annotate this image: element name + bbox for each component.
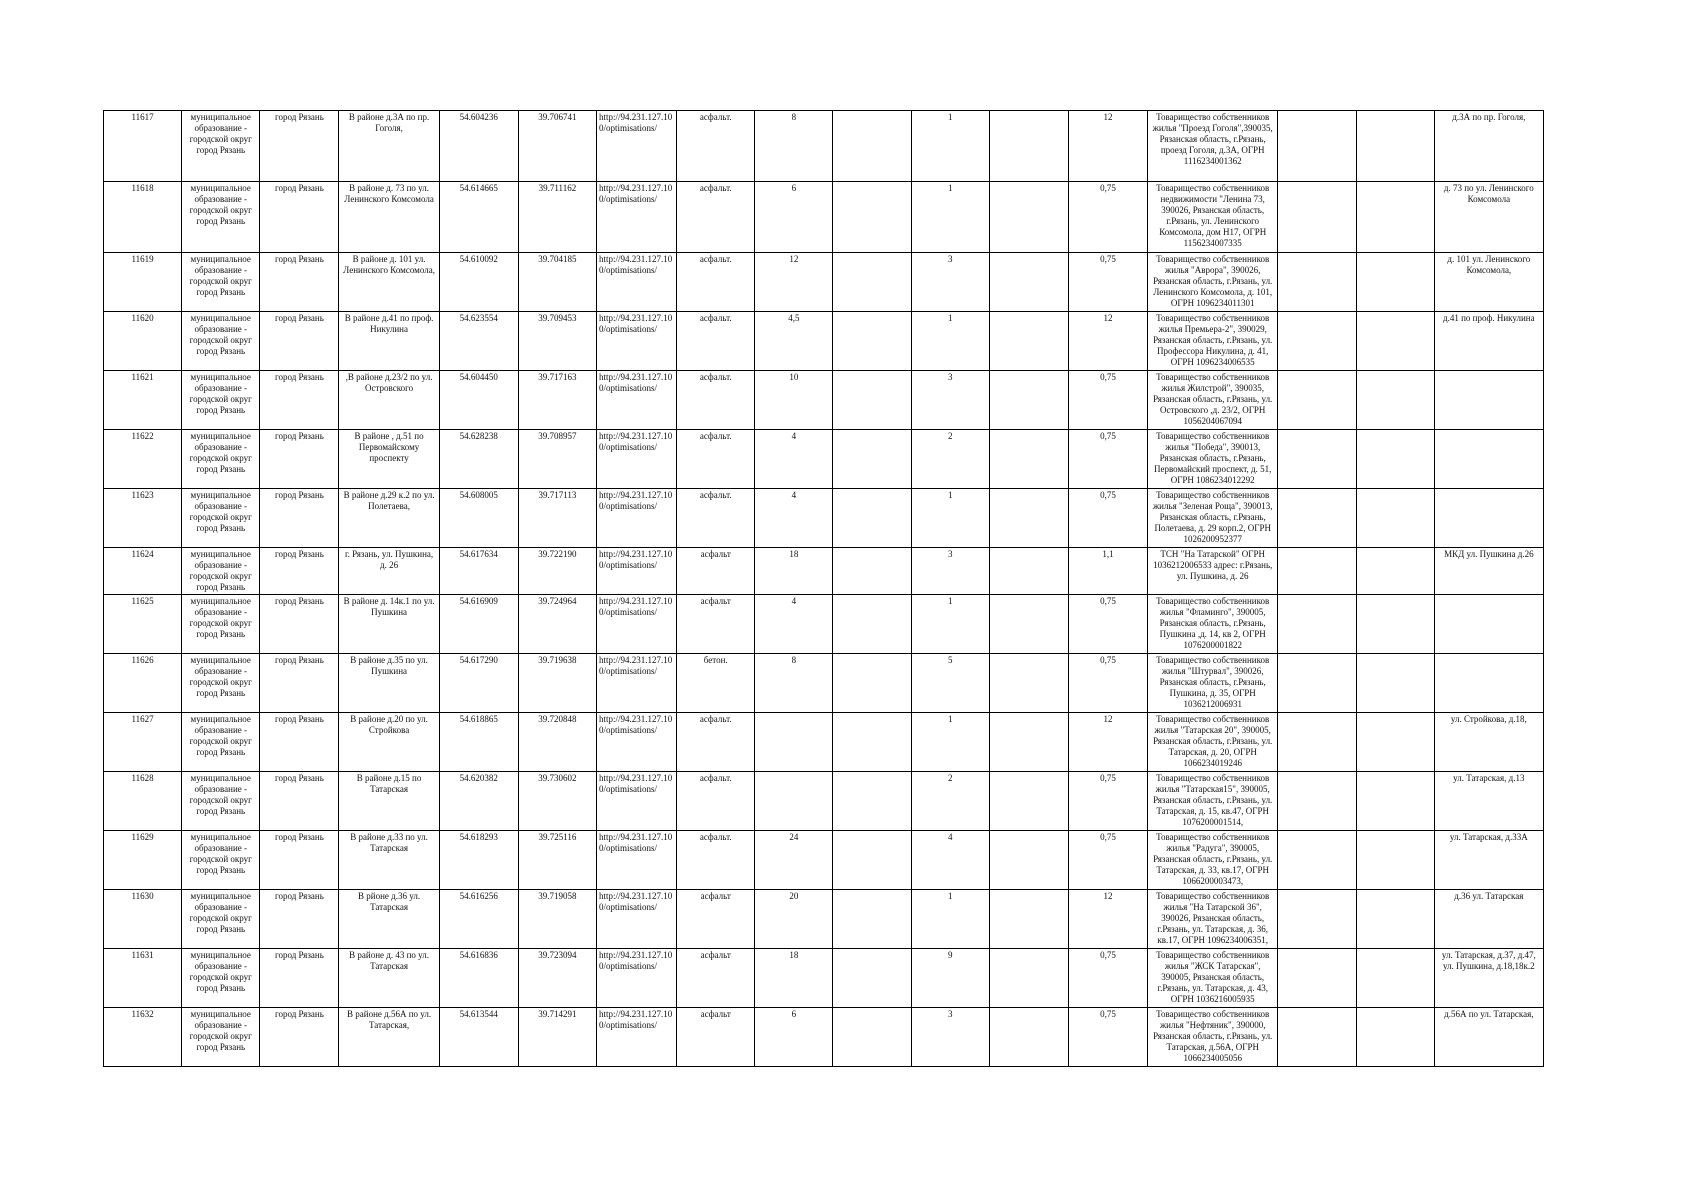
location-cell: В районе д.35 по ул. Пушкина [339, 654, 439, 713]
map-link-cell[interactable]: http://94.231.127.100/optimisations/ [596, 595, 676, 654]
table-row [104, 253, 1544, 312]
map-link-cell[interactable]: http://94.231.127.100/optimisations/ [596, 489, 676, 548]
map-link-cell[interactable]: http://94.231.127.100/optimisations/ [596, 312, 676, 371]
city-cell: город Рязань [260, 595, 339, 654]
city-cell: город Рязань [260, 949, 339, 1008]
container-count-cell: 4 [911, 831, 989, 890]
owner-cell: Товарищество собственников жилья "Радуга", 390005, Рязанская область, г.Рязань, ул. Татарская, д. 33, кв.17, ОГРН 1066200003473, [1148, 831, 1278, 890]
container-volume-cell: 0,75 [1068, 1008, 1147, 1067]
map-link-cell[interactable]: http://94.231.127.100/optimisations/ [596, 111, 676, 182]
container-count-cell: 1 [911, 111, 989, 182]
table-row [104, 654, 1544, 713]
empty-cell [833, 949, 911, 1008]
municipality-cell: муниципальное образование - городской округ город Рязань [182, 949, 260, 1008]
empty-cell [1356, 949, 1434, 1008]
empty-cell [989, 111, 1068, 182]
municipality-cell: муниципальное образование - городской округ город Рязань [182, 182, 260, 253]
city-cell: город Рязань [260, 654, 339, 713]
waste-source-cell: ул. Татарская, д.33А [1434, 831, 1543, 890]
latitude-cell: 54.616909 [439, 595, 518, 654]
empty-cell [1356, 111, 1434, 182]
area-cell: 4 [755, 489, 833, 548]
empty-cell [1356, 1008, 1434, 1067]
area-cell: 4 [755, 430, 833, 489]
container-count-cell: 3 [911, 1008, 989, 1067]
map-link-cell[interactable]: http://94.231.127.100/optimisations/ [596, 371, 676, 430]
municipality-cell: муниципальное образование - городской округ город Рязань [182, 831, 260, 890]
surface-cell: асфальт. [677, 111, 755, 182]
empty-cell [1278, 371, 1356, 430]
area-cell: 4,5 [755, 312, 833, 371]
empty-cell [833, 772, 911, 831]
longitude-cell: 39.720848 [518, 713, 596, 772]
owner-cell: Товарищество собственников жилья "Нефтяник", 390000, Рязанская область, г.Рязань, ул. Татарская, д.56А, ОГРН 1066234005056 [1148, 1008, 1278, 1067]
empty-cell [1278, 1008, 1356, 1067]
container-count-cell: 5 [911, 654, 989, 713]
municipality-cell: муниципальное образование - городской округ город Рязань [182, 312, 260, 371]
location-cell: В районе д.3А по пр. Гоголя, [339, 111, 439, 182]
container-volume-cell: 12 [1068, 713, 1147, 772]
empty-cell [1356, 253, 1434, 312]
row-number-cell: 11630 [104, 890, 182, 949]
surface-cell: асфальт. [677, 713, 755, 772]
area-cell [755, 772, 833, 831]
municipality-cell: муниципальное образование - городской округ город Рязань [182, 595, 260, 654]
longitude-cell: 39.723094 [518, 949, 596, 1008]
waste-source-cell: д.56А по ул. Татарская, [1434, 1008, 1543, 1067]
city-cell: город Рязань [260, 713, 339, 772]
location-cell: В районе д.56А по ул. Татарская, [339, 1008, 439, 1067]
waste-source-cell: ул. Татарская, д.13 [1434, 772, 1543, 831]
table-row [104, 772, 1544, 831]
container-volume-cell: 0,75 [1068, 772, 1147, 831]
empty-cell [1278, 253, 1356, 312]
empty-cell [1278, 890, 1356, 949]
table-row [104, 371, 1544, 430]
map-link-cell[interactable]: http://94.231.127.100/optimisations/ [596, 430, 676, 489]
location-cell: В районе д. 73 по ул. Ленинского Комсомола [339, 182, 439, 253]
empty-cell [1278, 111, 1356, 182]
municipality-cell: муниципальное образование - городской округ город Рязань [182, 772, 260, 831]
owner-cell: Товарищество собственников жилья "Аврора", 390026, Рязанская область, г.Рязань, ул. Ленинского Комсомола, д. 101, ОГРН 1096234011301 [1148, 253, 1278, 312]
table-row [104, 1008, 1544, 1067]
empty-cell [989, 312, 1068, 371]
container-volume-cell: 12 [1068, 111, 1147, 182]
table-row [104, 890, 1544, 949]
longitude-cell: 39.717163 [518, 371, 596, 430]
container-count-cell: 2 [911, 772, 989, 831]
container-count-cell: 3 [911, 253, 989, 312]
empty-cell [833, 831, 911, 890]
empty-cell [833, 371, 911, 430]
row-number-cell: 11620 [104, 312, 182, 371]
row-number-cell: 11631 [104, 949, 182, 1008]
area-cell: 10 [755, 371, 833, 430]
row-number-cell: 11623 [104, 489, 182, 548]
table-row [104, 595, 1544, 654]
table-row [104, 182, 1544, 253]
area-cell: 6 [755, 1008, 833, 1067]
municipality-cell: муниципальное образование - городской округ город Рязань [182, 1008, 260, 1067]
area-cell: 18 [755, 548, 833, 595]
longitude-cell: 39.717113 [518, 489, 596, 548]
area-cell: 18 [755, 949, 833, 1008]
empty-cell [1356, 654, 1434, 713]
empty-cell [989, 253, 1068, 312]
surface-cell: асфальт. [677, 253, 755, 312]
empty-cell [989, 831, 1068, 890]
city-cell: город Рязань [260, 772, 339, 831]
surface-cell: асфальт [677, 595, 755, 654]
location-cell: г. Рязань, ул. Пушкина, д. 26 [339, 548, 439, 595]
waste-source-cell: ул. Татарская, д.37, д.47, ул. Пушкина, д.18,18к.2 [1434, 949, 1543, 1008]
owner-cell: Товарищество собственников жилья "На Татарской 36", 390026, Рязанская область, г.Рязань, ул. Татарская, д. 36, кв.17, ОГРН 1096234006351, [1148, 890, 1278, 949]
container-count-cell: 1 [911, 890, 989, 949]
empty-cell [833, 548, 911, 595]
table-row [104, 312, 1544, 371]
container-count-cell: 1 [911, 489, 989, 548]
municipality-cell: муниципальное образование - городской округ город Рязань [182, 430, 260, 489]
city-cell: город Рязань [260, 312, 339, 371]
empty-cell [1356, 890, 1434, 949]
latitude-cell: 54.618865 [439, 713, 518, 772]
row-number-cell: 11624 [104, 548, 182, 595]
empty-cell [833, 595, 911, 654]
location-cell: В районе д.29 к.2 по ул. Полетаева, [339, 489, 439, 548]
city-cell: город Рязань [260, 1008, 339, 1067]
empty-cell [989, 713, 1068, 772]
empty-cell [1278, 312, 1356, 371]
surface-cell: асфальт [677, 890, 755, 949]
empty-cell [1356, 548, 1434, 595]
owner-cell: ТСН "На Татарской" ОГРН 1036212006533 адрес: г.Рязань, ул. Пушкина, д. 26 [1148, 548, 1278, 595]
city-cell: город Рязань [260, 831, 339, 890]
waste-source-cell [1434, 595, 1543, 654]
map-link-cell[interactable]: http://94.231.127.100/optimisations/ [596, 772, 676, 831]
empty-cell [989, 430, 1068, 489]
empty-cell [833, 430, 911, 489]
table-row [104, 949, 1544, 1008]
surface-cell: асфальт. [677, 430, 755, 489]
container-volume-cell: 0,75 [1068, 182, 1147, 253]
owner-cell: Товарищество собственников жилья "Татарская 20", 390005, Рязанская область, г.Рязань, ул. Татарская, д. 20, ОГРН 1066234019246 [1148, 713, 1278, 772]
area-cell: 12 [755, 253, 833, 312]
longitude-cell: 39.714291 [518, 1008, 596, 1067]
empty-cell [833, 1008, 911, 1067]
empty-cell [1278, 713, 1356, 772]
empty-cell [989, 182, 1068, 253]
municipality-cell: муниципальное образование - городской округ город Рязань [182, 111, 260, 182]
location-cell: В районе д.20 по ул. Стройкова [339, 713, 439, 772]
empty-cell [989, 654, 1068, 713]
row-number-cell: 11628 [104, 772, 182, 831]
latitude-cell: 54.610092 [439, 253, 518, 312]
municipality-cell: муниципальное образование - городской округ город Рязань [182, 253, 260, 312]
waste-source-cell: МКД ул. Пушкина д.26 [1434, 548, 1543, 595]
row-number-cell: 11617 [104, 111, 182, 182]
longitude-cell: 39.706741 [518, 111, 596, 182]
container-count-cell: 1 [911, 312, 989, 371]
registry-table-body [104, 111, 1544, 1067]
map-link-cell[interactable]: http://94.231.127.100/optimisations/ [596, 831, 676, 890]
container-count-cell: 1 [911, 182, 989, 253]
empty-cell [833, 713, 911, 772]
table-row [104, 831, 1544, 890]
row-number-cell: 11619 [104, 253, 182, 312]
row-number-cell: 11625 [104, 595, 182, 654]
empty-cell [833, 182, 911, 253]
container-volume-cell: 0,75 [1068, 371, 1147, 430]
empty-cell [833, 312, 911, 371]
empty-cell [1278, 489, 1356, 548]
table-row [104, 548, 1544, 595]
surface-cell: асфальт. [677, 772, 755, 831]
row-number-cell: 11621 [104, 371, 182, 430]
map-link-cell[interactable]: http://94.231.127.100/optimisations/ [596, 713, 676, 772]
area-cell: 4 [755, 595, 833, 654]
empty-cell [833, 654, 911, 713]
latitude-cell: 54.613544 [439, 1008, 518, 1067]
location-cell: В районе д. 14к.1 по ул. Пушкина [339, 595, 439, 654]
table-row [104, 489, 1544, 548]
empty-cell [989, 371, 1068, 430]
municipality-cell: муниципальное образование - городской округ город Рязань [182, 890, 260, 949]
waste-source-cell: д.36 ул. Татарская [1434, 890, 1543, 949]
city-cell: город Рязань [260, 890, 339, 949]
waste-source-cell: д. 101 ул. Ленинского Комсомола, [1434, 253, 1543, 312]
map-link-cell[interactable]: http://94.231.127.100/optimisations/ [596, 253, 676, 312]
owner-cell: Товарищество собственников жилья "Проезд Гоголя",390035, Рязанская область, г.Рязань, проезд Гоголя, д.3А, ОГРН 1116234001362 [1148, 111, 1278, 182]
container-count-cell: 1 [911, 713, 989, 772]
owner-cell: Товарищество собственников жилья "Победа", 390013, Рязанская область, г.Рязань, Первомайский проспект, д. 51, ОГРН 1086234012292 [1148, 430, 1278, 489]
longitude-cell: 39.722190 [518, 548, 596, 595]
owner-cell: Товарищество собственников жилья "Фламинго", 390005, Рязанская область, г.Рязань, Пушкина ,д. 14, кв 2, ОГРН 1076200001822 [1148, 595, 1278, 654]
container-volume-cell: 12 [1068, 890, 1147, 949]
table-row [104, 430, 1544, 489]
longitude-cell: 39.709453 [518, 312, 596, 371]
table-row [104, 111, 1544, 182]
empty-cell [1278, 772, 1356, 831]
surface-cell: бетон. [677, 654, 755, 713]
latitude-cell: 54.628238 [439, 430, 518, 489]
location-cell: В рйоне д.36 ул. Татарская [339, 890, 439, 949]
waste-source-cell: ул. Стройкова, д.18, [1434, 713, 1543, 772]
container-count-cell: 1 [911, 595, 989, 654]
longitude-cell: 39.719058 [518, 890, 596, 949]
empty-cell [1278, 949, 1356, 1008]
table-row [104, 713, 1544, 772]
empty-cell [833, 111, 911, 182]
owner-cell: Товарищество собственников жилья Премьера-2", 390029, Рязанская область, г.Рязань, ул. Профессора Никулина, д. 41, ОГРН 1096234006535 [1148, 312, 1278, 371]
empty-cell [833, 253, 911, 312]
city-cell: город Рязань [260, 489, 339, 548]
latitude-cell: 54.614665 [439, 182, 518, 253]
container-volume-cell: 0,75 [1068, 253, 1147, 312]
empty-cell [1278, 595, 1356, 654]
container-volume-cell: 0,75 [1068, 430, 1147, 489]
municipality-cell: муниципальное образование - городской округ город Рязань [182, 489, 260, 548]
location-cell: В районе д. 101 ул. Ленинского Комсомола, [339, 253, 439, 312]
latitude-cell: 54.604450 [439, 371, 518, 430]
container-count-cell: 3 [911, 548, 989, 595]
surface-cell: асфальт. [677, 489, 755, 548]
area-cell: 8 [755, 111, 833, 182]
row-number-cell: 11626 [104, 654, 182, 713]
waste-source-cell: д.41 по проф. Никулина [1434, 312, 1543, 371]
owner-cell: Товарищество собственников недвижимости "Ленина 73, 390026, Рязанская область, г.Рязань, ул. Ленинского Комсомола, дом Н17, ОГРН 1156234007335 [1148, 182, 1278, 253]
empty-cell [833, 890, 911, 949]
owner-cell: Товарищество собственников жилья "Зеленая Роща", 390013, Рязанская область, г.Рязань, Полетаева, д. 29 корп.2, ОГРН 1026200952377 [1148, 489, 1278, 548]
area-cell [755, 713, 833, 772]
container-volume-cell: 0,75 [1068, 949, 1147, 1008]
map-link-cell[interactable]: http://94.231.127.100/optimisations/ [596, 1008, 676, 1067]
latitude-cell: 54.617634 [439, 548, 518, 595]
longitude-cell: 39.708957 [518, 430, 596, 489]
empty-cell [1356, 489, 1434, 548]
longitude-cell: 39.719638 [518, 654, 596, 713]
empty-cell [1278, 182, 1356, 253]
surface-cell: асфальт. [677, 371, 755, 430]
municipality-cell: муниципальное образование - городской округ город Рязань [182, 713, 260, 772]
empty-cell [1278, 430, 1356, 489]
empty-cell [989, 489, 1068, 548]
owner-cell: Товарищество собственников жилья Жилстрой", 390035, Рязанская область, г.Рязань, ул. Островского ,д. 23/2, ОГРН 1056204067094 [1148, 371, 1278, 430]
latitude-cell: 54.623554 [439, 312, 518, 371]
location-cell: В районе , д.51 по Первомайскому проспекту [339, 430, 439, 489]
latitude-cell: 54.618293 [439, 831, 518, 890]
empty-cell [1356, 772, 1434, 831]
longitude-cell: 39.711162 [518, 182, 596, 253]
registry-table [103, 110, 1544, 1067]
owner-cell: Товарищество собственников жилья "Штурвал", 390026, Рязанская область, г.Рязань, Пушкина, д. 35, ОГРН 1036212006931 [1148, 654, 1278, 713]
latitude-cell: 54.608005 [439, 489, 518, 548]
empty-cell [989, 1008, 1068, 1067]
empty-cell [1356, 713, 1434, 772]
location-cell: В районе д.33 по ул. Татарская [339, 831, 439, 890]
city-cell: город Рязань [260, 253, 339, 312]
row-number-cell: 11632 [104, 1008, 182, 1067]
empty-cell [1356, 182, 1434, 253]
waste-source-cell: д.3А по пр. Гоголя, [1434, 111, 1543, 182]
city-cell: город Рязань [260, 430, 339, 489]
container-count-cell: 3 [911, 371, 989, 430]
empty-cell [989, 949, 1068, 1008]
location-cell: В районе д. 43 по ул. Татарская [339, 949, 439, 1008]
surface-cell: асфальт [677, 949, 755, 1008]
longitude-cell: 39.704185 [518, 253, 596, 312]
surface-cell: асфальт. [677, 831, 755, 890]
location-cell: ,В районе д.23/2 по ул. Островского [339, 371, 439, 430]
row-number-cell: 11622 [104, 430, 182, 489]
empty-cell [1356, 595, 1434, 654]
area-cell: 8 [755, 654, 833, 713]
empty-cell [1356, 312, 1434, 371]
map-link-cell[interactable]: http://94.231.127.100/optimisations/ [596, 548, 676, 595]
municipality-cell: муниципальное образование - городской округ город Рязань [182, 548, 260, 595]
waste-source-cell [1434, 430, 1543, 489]
latitude-cell: 54.616836 [439, 949, 518, 1008]
city-cell: город Рязань [260, 548, 339, 595]
empty-cell [1356, 371, 1434, 430]
map-link-cell[interactable]: http://94.231.127.100/optimisations/ [596, 890, 676, 949]
map-link-cell[interactable]: http://94.231.127.100/optimisations/ [596, 182, 676, 253]
surface-cell: асфальт. [677, 182, 755, 253]
container-volume-cell: 0,75 [1068, 831, 1147, 890]
empty-cell [989, 772, 1068, 831]
empty-cell [1356, 430, 1434, 489]
municipality-cell: муниципальное образование - городской округ город Рязань [182, 371, 260, 430]
longitude-cell: 39.725116 [518, 831, 596, 890]
empty-cell [989, 890, 1068, 949]
empty-cell [1278, 654, 1356, 713]
row-number-cell: 11629 [104, 831, 182, 890]
latitude-cell: 54.617290 [439, 654, 518, 713]
row-number-cell: 11618 [104, 182, 182, 253]
map-link-cell[interactable]: http://94.231.127.100/optimisations/ [596, 654, 676, 713]
container-volume-cell: 12 [1068, 312, 1147, 371]
surface-cell: асфальт [677, 548, 755, 595]
container-volume-cell: 0,75 [1068, 654, 1147, 713]
container-volume-cell: 0,75 [1068, 489, 1147, 548]
latitude-cell: 54.620382 [439, 772, 518, 831]
city-cell: город Рязань [260, 371, 339, 430]
empty-cell [833, 489, 911, 548]
empty-cell [989, 548, 1068, 595]
empty-cell [1278, 831, 1356, 890]
surface-cell: асфальт. [677, 312, 755, 371]
waste-source-cell [1434, 654, 1543, 713]
latitude-cell: 54.604236 [439, 111, 518, 182]
location-cell: В районе д.15 по Татарская [339, 772, 439, 831]
location-cell: В районе д.41 по проф. Никулина [339, 312, 439, 371]
map-link-cell[interactable]: http://94.231.127.100/optimisations/ [596, 949, 676, 1008]
row-number-cell: 11627 [104, 713, 182, 772]
owner-cell: Товарищество собственников жилья "Татарская15", 390005, Рязанская область, г.Рязань, ул. Татарская, д. 15, кв.47, ОГРН 1076200001514, [1148, 772, 1278, 831]
empty-cell [1278, 548, 1356, 595]
container-volume-cell: 0,75 [1068, 595, 1147, 654]
municipality-cell: муниципальное образование - городской округ город Рязань [182, 654, 260, 713]
longitude-cell: 39.724964 [518, 595, 596, 654]
latitude-cell: 54.616256 [439, 890, 518, 949]
container-count-cell: 9 [911, 949, 989, 1008]
waste-source-cell: д. 73 по ул. Ленинского Комсомола [1434, 182, 1543, 253]
waste-source-cell [1434, 489, 1543, 548]
area-cell: 20 [755, 890, 833, 949]
city-cell: город Рязань [260, 182, 339, 253]
container-count-cell: 2 [911, 430, 989, 489]
container-volume-cell: 1,1 [1068, 548, 1147, 595]
surface-cell: асфальт [677, 1008, 755, 1067]
empty-cell [989, 595, 1068, 654]
area-cell: 6 [755, 182, 833, 253]
waste-source-cell [1434, 371, 1543, 430]
city-cell: город Рязань [260, 111, 339, 182]
empty-cell [1356, 831, 1434, 890]
area-cell: 24 [755, 831, 833, 890]
longitude-cell: 39.730602 [518, 772, 596, 831]
owner-cell: Товарищество собственников жилья "ЖСК Татарская", 390005, Рязанская область, г.Рязань, ул. Татарская, д. 43, ОГРН 1036216005935 [1148, 949, 1278, 1008]
